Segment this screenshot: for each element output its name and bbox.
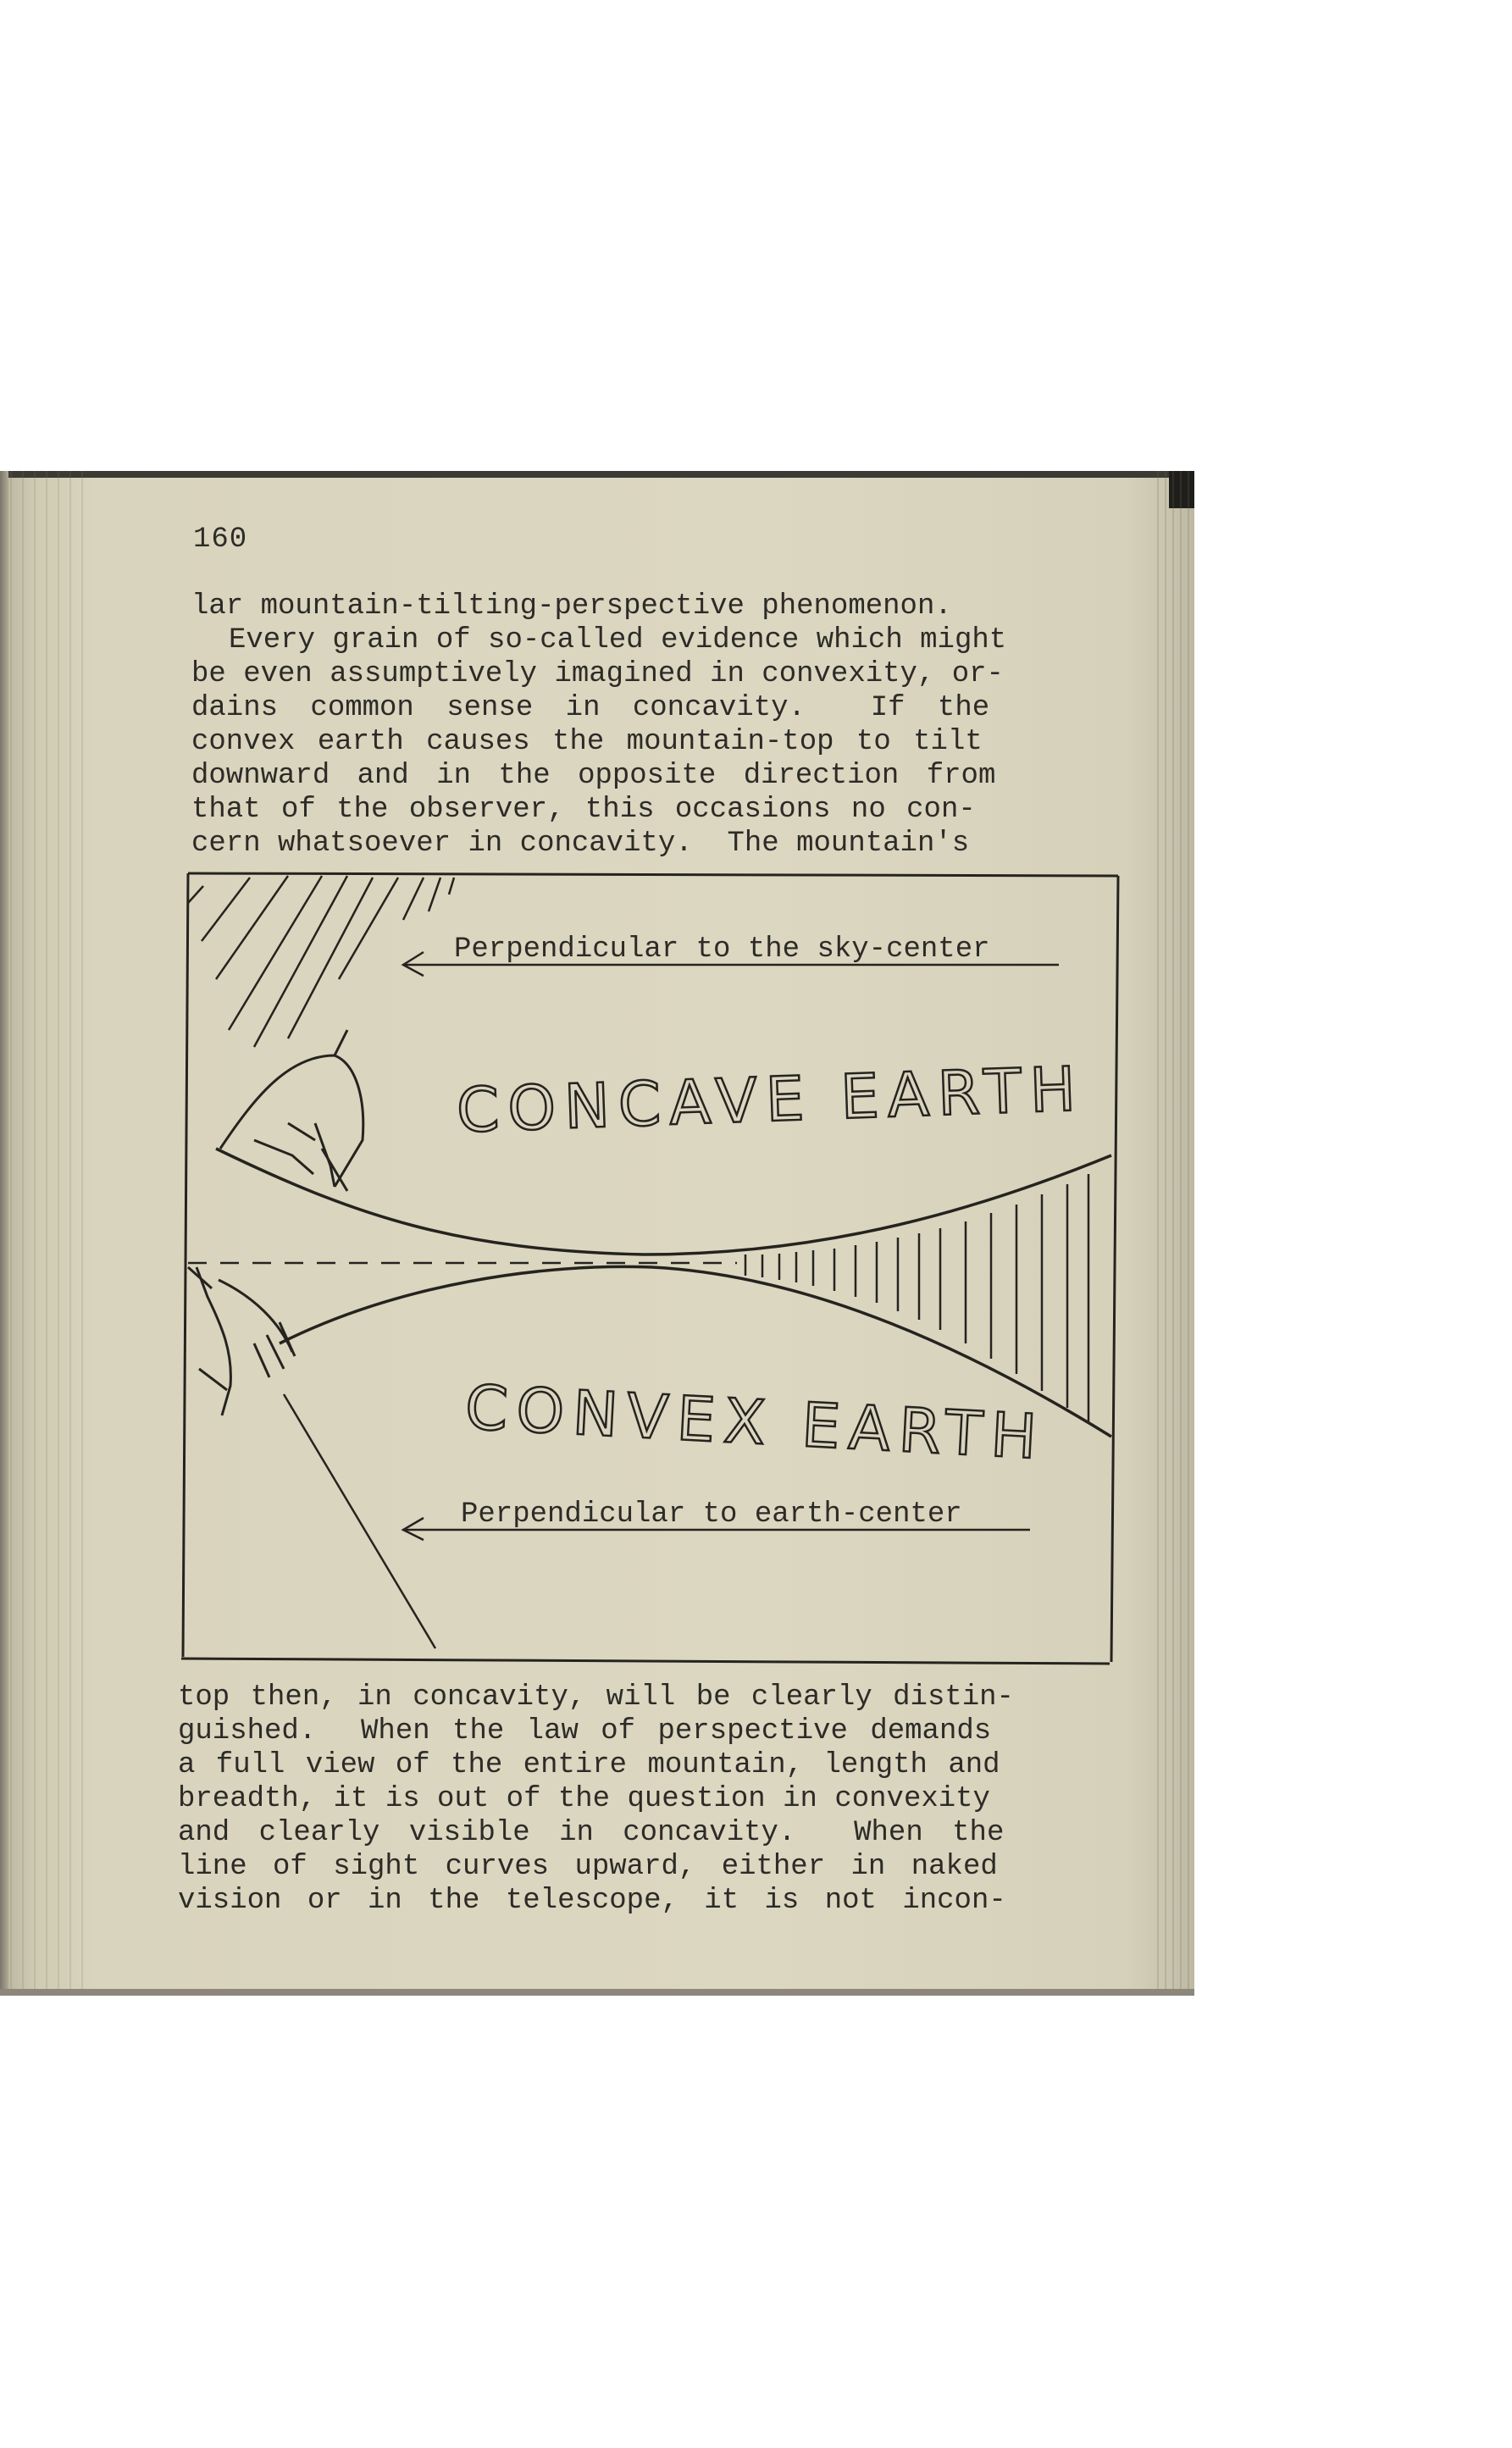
text-line: top then, in concavity, will be clearly distin- [178,1681,1014,1714]
page-top-edge [0,471,1194,478]
concave-earth-curve [216,1149,1111,1254]
page-number: 160 [193,523,248,556]
paragraph-bottom [178,1681,1127,1926]
text-line: cern whatsoever in concavity. The mountain's [191,828,970,860]
text-line: and clearly visible in concavity. When the [178,1817,1005,1849]
diagram-frame [181,873,1118,1664]
page-bottom-edge [0,1989,1194,1996]
text-line: vision or in the telescope, it is not incon- [178,1885,1006,1917]
text-line: convex earth causes the mountain-top to tilt [191,726,983,758]
text-line: that of the observer, this occasions no con- [191,794,976,826]
page-right-edge [1157,471,1194,1996]
label-concave-earth: CONCAVE EARTH [455,1053,1086,1146]
text-line: be even assumptively imagined in convexity, or- [191,658,1004,690]
text-line: lar mountain-tilting-perspective phenomenon. [191,590,952,623]
text-line: a full view of the entire mountain, length and [178,1749,1000,1781]
gap-hatching [745,1174,1088,1423]
convex-mountain [188,1267,295,1415]
convex-earth-curve [280,1266,1111,1437]
page-spine-shadow [10,471,86,1996]
sky-rays [188,876,454,1047]
paragraph-top [191,590,1133,869]
scanned-page [0,471,1194,1996]
earth-perpendicular-line [284,1394,435,1648]
text-line: line of sight curves upward, either in naked [178,1851,998,1883]
text-line: Every grain of so-called evidence which might [229,624,1007,656]
label-perpendicular-earth: Perpendicular to earth-center [461,1498,962,1531]
arrow-sky [403,952,1059,976]
text-line: guished. When the law of perspective demands [178,1715,992,1747]
text-line: breadth, it is out of the question in convexity [178,1783,990,1815]
label-perpendicular-sky: Perpendicular to the sky-center [454,933,990,966]
text-line: dains common sense in concavity. If the [191,692,990,724]
label-convex-earth: CONVEX EARTH [463,1371,1047,1473]
arrow-earth [403,1518,1030,1540]
page-left-edge [0,471,8,1996]
concave-mountain [220,1030,363,1191]
text-line: downward and in the opposite direction from [191,760,996,792]
